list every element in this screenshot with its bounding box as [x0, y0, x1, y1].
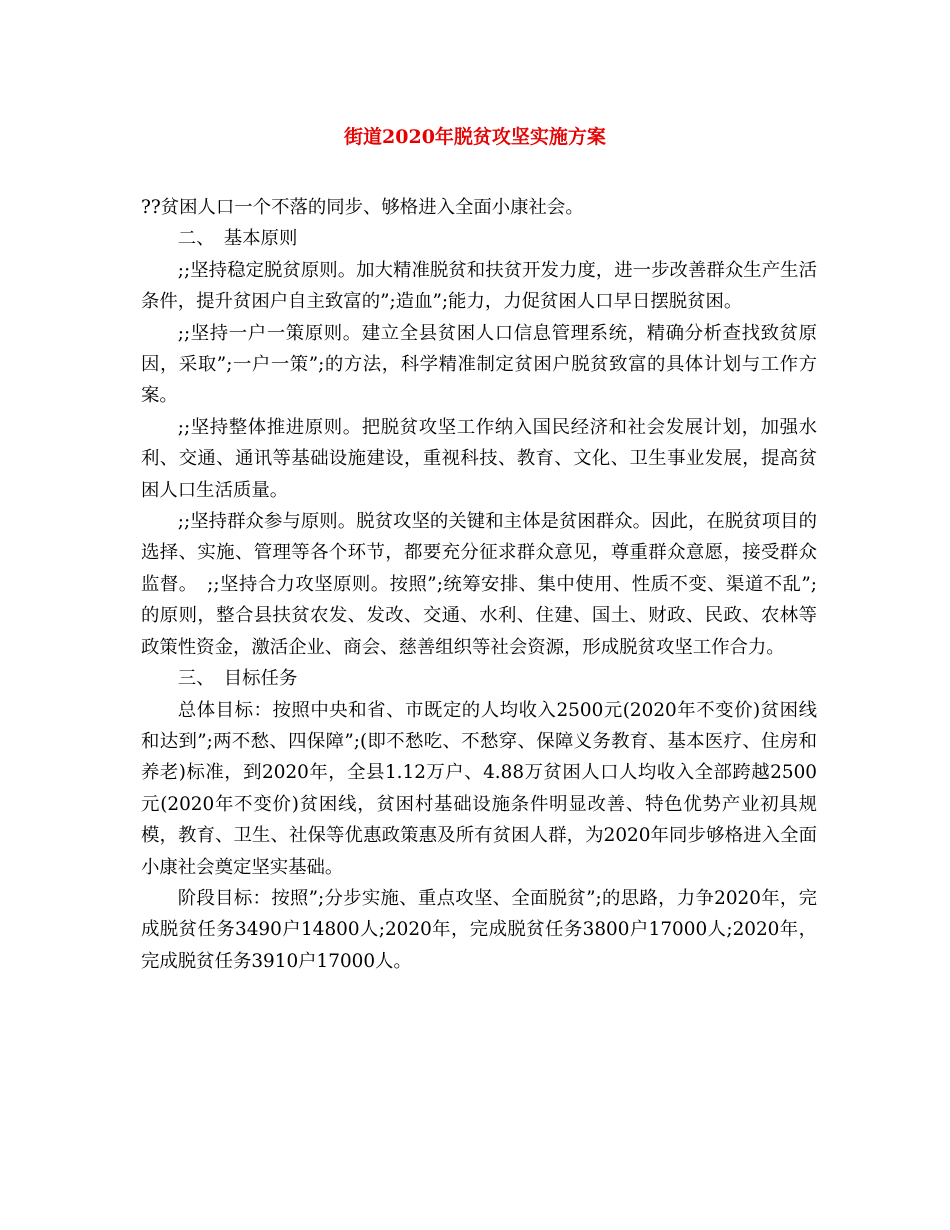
principle-public-participation: ;;坚持群众参与原则。脱贫攻坚的关键和主体是贫困群众。因此，在脱贫项目的选择、实施、管理等各个环节，都要充分征求群众意见，尊重群众意愿，接受群众监督。 ;;坚持合力攻坚原则。按照”;统筹安排、集中使用、性质不变、渠道不乱”;的原则，整合县扶贫农发、发改、交通、水利、住建、国土、财政、民政、农林等政策性资金，激活企业、商会、慈善组织等社会资源，形成脱贫攻坚工作合力。: [141, 511, 817, 658]
document-title: 街道2020年脱贫攻坚实施方案: [344, 126, 606, 148]
section-heading-basic-principles: 二、 基本原则: [177, 228, 298, 250]
principle-stable-poverty-relief: ;;坚持稳定脱贫原则。加大精准脱贫和扶贫开发力度，进一步改善群众生产生活条件，提升贫困户自主致富的”;造血”;能力，力促贫困人口早日摆脱贫困。: [141, 259, 817, 313]
document-body: [141, 192, 817, 977]
principle-one-household-one-policy: ;;坚持一户一策原则。建立全县贫困人口信息管理系统，精确分析查找致贫原因，采取”;一户一策”;的方法，科学精准制定贫困户脱贫致富的具体计划与工作方案。: [141, 322, 817, 407]
principle-overall-advancement: ;;坚持整体推进原则。把脱贫攻坚工作纳入国民经济和社会发展计划，加强水利、交通、通讯等基础设施建设，重视科技、教育、文化、卫生事业发展，提高贫困人口生活质量。: [141, 416, 817, 501]
phase-goal-paragraph: 阶段目标：按照”;分步实施、重点攻坚、全面脱贫”;的思路，力争2020年，完成脱贫任务3490户14800人;2020年，完成脱贫任务3800户17000人;2020年，完成脱贫任务3910户17000人。: [141, 887, 817, 972]
intro-paragraph: ??贫困人口一个不落的同步、够格进入全面小康社会。: [141, 197, 584, 218]
section-heading-goals: 三、 目标任务: [177, 668, 298, 690]
overall-goal-paragraph: 总体目标：按照中央和省、市既定的人均收入2500元(2020年不变价)贫困线和达到”;两不愁、四保障”;(即不愁吃、不愁穿、保障义务教育、基本医疗、住房和养老)标准，到2020年，全县1.12万户、4.88万贫困人口人均收入全部跨越2500元(2020年不变价)贫困线，贫困村基础设施条件明显改善、特色优势产业初具规模，教育、卫生、社保等优惠政策惠及所有贫困人群，为2020年同步够格进入全面小康社会奠定坚实基础。: [141, 699, 817, 878]
